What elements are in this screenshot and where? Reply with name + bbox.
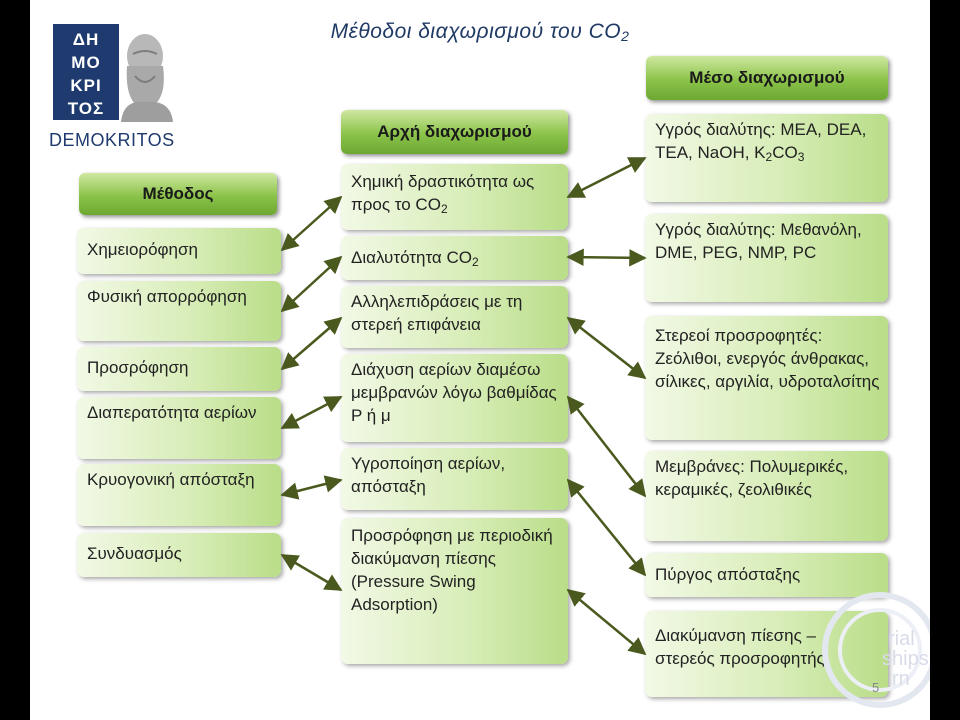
title-main: Μέθοδοι διαχωρισμού του CO xyxy=(330,20,622,43)
arrow xyxy=(568,590,645,654)
medium-label: Μεμβράνες: Πολυμερικές, κεραμικές, ζεολιθικές xyxy=(655,457,849,499)
arrow xyxy=(568,480,645,575)
medium-label: Υγρός διαλύτης: Μεθανόλη, DME, PEG, NMP, PC xyxy=(655,220,862,262)
arrow xyxy=(282,480,341,495)
method-label: Προσρόφηση xyxy=(87,358,189,377)
medium-subscript-2: 3 xyxy=(797,150,805,164)
principle-subscript: 2 xyxy=(471,255,479,269)
arrow xyxy=(568,397,645,496)
medium-label-after: CO xyxy=(772,143,798,162)
logo-line: ΚΡΙ xyxy=(70,76,102,95)
method-label: Φυσική απορρόφηση xyxy=(87,287,247,306)
principle-label: Αλληλεπιδράσεις με τη στερεή επιφάνεια xyxy=(351,292,523,334)
medium-label: Διακύμανση πίεσης – στερεός προσροφητής xyxy=(655,626,825,668)
arrow xyxy=(568,158,645,197)
logo-name: DEMOKRITOS xyxy=(49,130,175,150)
method-label: Συνδυασμός xyxy=(87,544,182,563)
logo-line: ΤΟΣ xyxy=(67,99,105,118)
arrow xyxy=(282,197,341,250)
medium-subscript: 2 xyxy=(765,150,773,164)
watermark-text: ships xyxy=(882,648,929,670)
medium-label: Πύργος απόσταξης xyxy=(655,565,801,584)
slide xyxy=(30,0,930,720)
method-label: Διαπερατότητα αερίων xyxy=(87,403,257,422)
connector-arrows xyxy=(30,0,930,720)
principle-subscript: 2 xyxy=(440,202,448,216)
title-subscript: 2 xyxy=(621,28,630,44)
logo-line: ΜΟ xyxy=(71,53,101,72)
method-label: Χημειορόφηση xyxy=(87,240,198,259)
principle-label: Διάχυση αερίων διαμέσω μεμβρανών λόγω βαθμίδας P ή μ xyxy=(351,360,557,425)
arrow xyxy=(282,257,341,311)
page-number: 5 xyxy=(872,680,880,695)
medium-label: Υγρός διαλύτης: MEA, DEA, TEA, NaOH, K xyxy=(655,120,867,162)
arrow xyxy=(282,318,341,369)
arrow xyxy=(282,555,341,590)
header-method: Μέθοδος xyxy=(79,173,277,215)
header-medium: Μέσο διαχωρισμού xyxy=(646,56,888,100)
principle-label: Υγροποίηση αερίων, απόσταξη xyxy=(351,454,506,496)
method-label: Κρυογονική απόσταξη xyxy=(87,470,255,489)
arrow xyxy=(282,397,341,428)
medium-label: Στερεοί προσροφητές: Ζεόλιθοι, ενεργός άνθρακας, σίλικες, αργιλία, υδροταλσίτης xyxy=(655,326,880,391)
header-principle: Αρχή διαχωρισμού xyxy=(341,110,568,154)
principle-label: Χημική δραστικότητα ως προς το CO xyxy=(351,172,535,214)
arrow xyxy=(568,318,645,378)
principle-label: Προσρόφηση με περιοδική διακύμανση πίεσης (Pressure Swing Adsorption) xyxy=(351,526,553,614)
watermark-text: rial xyxy=(888,628,915,650)
principle-label: Διαλυτότητα CO xyxy=(351,248,472,267)
arrow xyxy=(568,257,645,258)
watermark-text: rn xyxy=(892,668,910,690)
logo-line: ΔΗ xyxy=(72,30,100,49)
